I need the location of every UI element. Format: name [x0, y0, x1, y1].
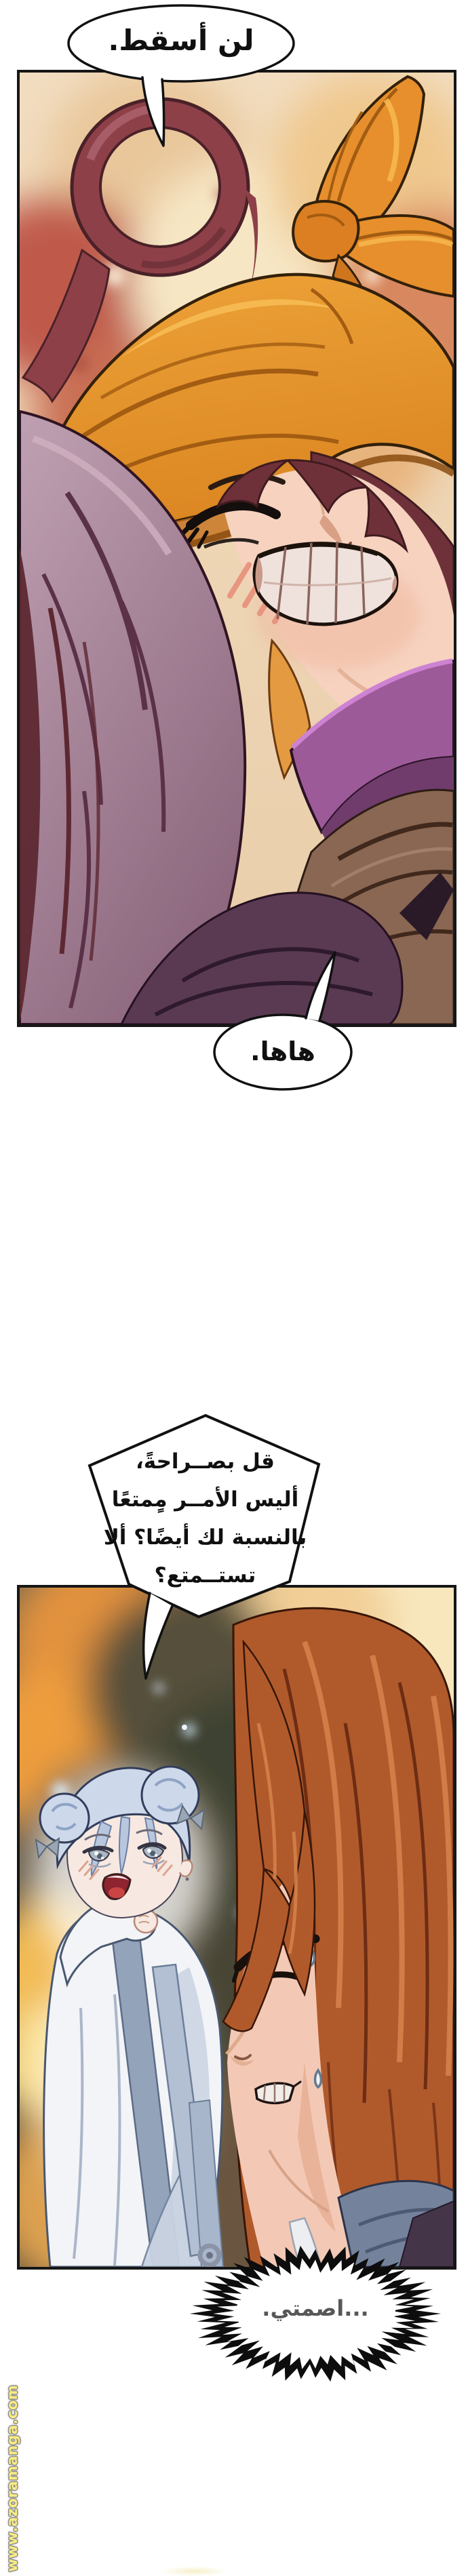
speech-bubble-3-tail	[144, 1593, 172, 1678]
panel2-artwork	[20, 1588, 454, 2267]
speech-bubble-1-tail	[142, 77, 164, 146]
speech-bubble-1-text: لن أسقط.	[108, 24, 254, 57]
speech-bubble-2-tail	[306, 952, 335, 1021]
watermark-bottom-smudge	[160, 2567, 228, 2576]
speech-bubble-3-line-4: تستــمتع؟	[154, 1563, 256, 1588]
panel-1	[17, 70, 456, 1027]
speech-bubble-3-line-2: أليس الأمــر مٍمتعًا	[111, 1487, 299, 1512]
panel1-artwork	[20, 73, 454, 1024]
speech-bubble-2-text: هاها.	[250, 1037, 315, 1066]
speech-bubble-3-line-1: قل بصــراحةً،	[136, 1449, 275, 1474]
speech-bubble-3-line-3: بالنسبة لك أيضًا؟ ألا	[103, 1525, 307, 1550]
shout-bubble-text: ...اصمتي.	[262, 2295, 369, 2321]
speech-bubble-2	[207, 946, 363, 1095]
panel-2	[17, 1585, 456, 2270]
watermark-site-url: www.azoramanga.com	[4, 2384, 20, 2572]
